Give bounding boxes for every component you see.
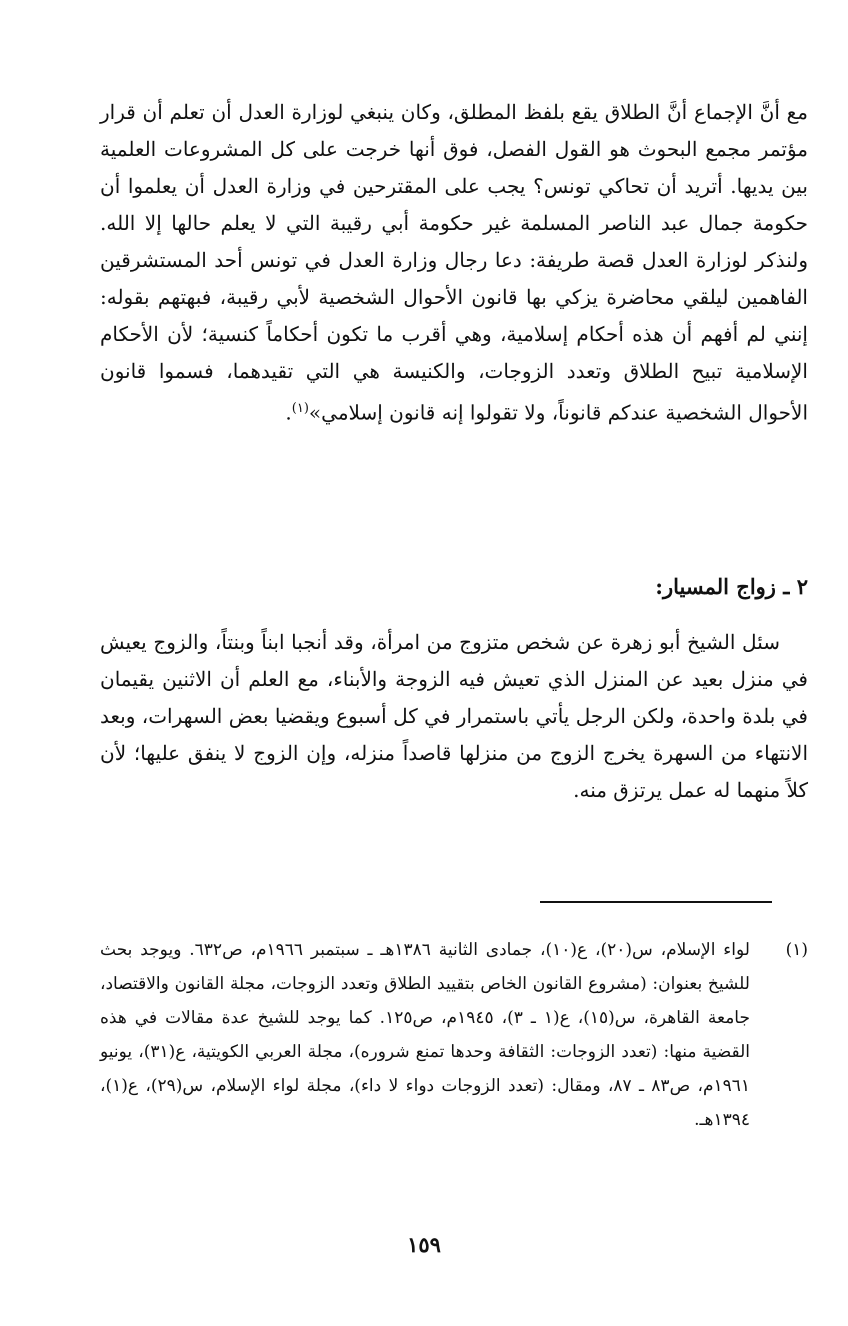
paragraph-1-end: . <box>285 400 292 425</box>
footnote-separator <box>540 901 772 903</box>
footnote-reference[interactable]: (١) <box>291 401 309 416</box>
body-paragraph-2: سئل الشيخ أبو زهرة عن شخص متزوج من امرأة، وقد أنجبا ابناً وبنتاً، والزوج يعيش في منزل بعيد عن المنزل الذي تعيش فيه الزوجة والأبناء، مع العلم أن الاثنين يقيمان في بلدة واحدة، ولكن الرجل يأتي باستمرار في كل أسبوع ويقضيا بعض السهرات، وبعد الانتهاء من السهرة يخرج الزوج من منزلها قاصداً منزله، وإن الزوج لا ينفق عليها؛ لأن كلاً منهما له عمل يرتزق منه. <box>100 630 808 802</box>
footnote <box>100 933 808 1137</box>
footnote-marker: (١) <box>785 940 808 960</box>
section-heading: ٢ ـ زواج المسيار: <box>655 574 808 599</box>
body-paragraph-1 <box>100 94 808 432</box>
paragraph-1-text: مع أنَّ الإجماع أنَّ الطلاق يقع بلفظ المطلق، وكان ينبغي لوزارة العدل أن تعلم أن قرار مؤتمر مجمع البحوث هو القول الفصل، فوق أنها خرجت على كل المشروعات العلمية بين يديها. أتريد أن تحاكي تونس؟ يجب على المقترحين في وزارة العدل أن يعلموا أن حكومة جمال عبد الناصر المسلمة غير حكومة أبي رقيبة التي لا يعلم حالها إلا الله. ولنذكر لوزارة العدل قصة طريفة: دعا رجال وزارة العدل في تونس أحد المستشرقين الفاهمين ليلقي محاضرة يزكي بها قانون الأحوال الشخصية لأبي رقيبة، فبهتهم بقوله: إنني لم أفهم أن هذه أحكام إسلامية، وهي أقرب ما تكون أحكاماً كنسية؛ لأن الأحكام الإسلامية تبيح الطلاق وتعدد الزوجات، والكنيسة هي التي تقيدهما، فسموا قانون الأحوال الشخصية عندكم قانوناً، ولا تقولوا إنه قانون إسلامي» <box>100 100 808 425</box>
footnote-text: لواء الإسلام، س(٢٠)، ع(١٠)، جمادى الثانية ١٣٨٦هـ ـ سبتمبر ١٩٦٦م، ص٦٣٢. ويوجد بحث للشيخ بعنوان: (مشروع القانون الخاص بتقييد الطلاق وتعدد الزوجات، مجلة القانون والاقتصاد، جامعة القاهرة، س(١٥)، ع(١ ـ ٣)، ١٩٤٥م، ص١٢٥. كما يوجد للشيخ عدة مقالات في هذه القضية منها: (تعدد الزوجات: الثقافة وحدها تمنع شروره)، مجلة العربي الكويتية، ع(٣١)، يونيو ١٩٦١م، ص٨٣ ـ ٨٧، ومقال: (تعدد الزوجات دواء لا داء)، مجلة لواء الإسلام، س(٢٩)، ع(١)، ١٣٩٤هـ. <box>100 940 750 1130</box>
page-number: ١٥٩ <box>407 1232 441 1257</box>
